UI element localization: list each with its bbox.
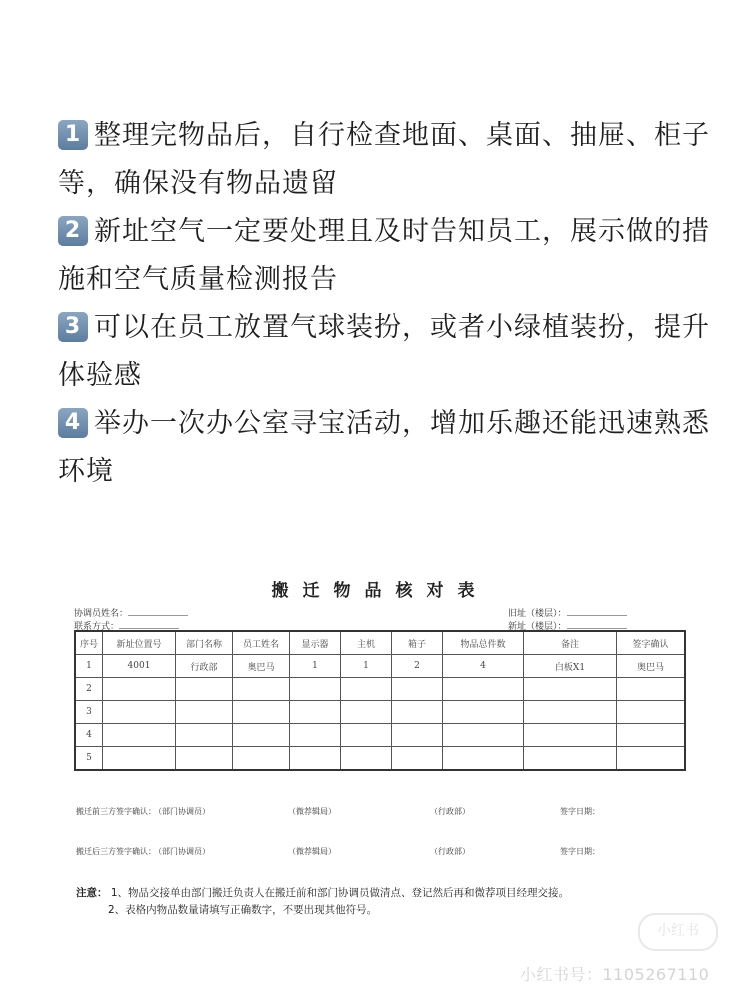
table-cell	[290, 678, 341, 701]
note-line: 注意： 1、物品交接单由部门搬迁负责人在搬迁前和部门协调员做清点、登记然后再和微荐项目经理交接。	[76, 887, 570, 899]
signature-party: （微荐辑局）	[288, 807, 336, 816]
column-header: 序号	[75, 631, 103, 655]
table-cell: 1	[75, 655, 103, 678]
table-cell	[443, 678, 524, 701]
signature-date: 签字日期：	[560, 807, 600, 816]
signature-party: （部门协调员）	[154, 807, 210, 816]
table-cell	[443, 724, 524, 747]
table-cell	[341, 724, 392, 747]
old-address-field: 旧址（楼层）：	[508, 606, 627, 619]
table-cell: 5	[75, 747, 103, 771]
tip-item	[58, 304, 718, 400]
table-cell	[233, 747, 290, 771]
table-cell	[341, 678, 392, 701]
signature-label: 搬迁后三方签字确认：	[76, 847, 156, 856]
table-row	[75, 655, 685, 678]
column-header: 显示器	[290, 631, 341, 655]
table-cell	[524, 678, 617, 701]
form-title: 搬迁物品核对表	[271, 581, 489, 601]
table-cell: 白板Ⅹ1	[524, 655, 617, 678]
table-cell	[617, 724, 686, 747]
new-address-field: 新址（楼层）：	[508, 619, 627, 632]
tip-text: 可以在员工放置气球装扮，或者小绿植装扮，提升体验感	[58, 312, 710, 391]
tip-item	[58, 112, 718, 208]
table-cell: 4	[443, 655, 524, 678]
table-cell	[524, 701, 617, 724]
keycap-number-icon: 2	[58, 216, 88, 246]
goods-table	[74, 630, 686, 771]
tips-list	[58, 112, 718, 496]
table-cell	[341, 701, 392, 724]
contact-field: 联系方式：	[74, 619, 179, 632]
table-row	[75, 678, 685, 701]
table-cell	[233, 678, 290, 701]
tip-text: 举办一次办公室寻宝活动，增加乐趣还能迅速熟悉环境	[58, 408, 710, 487]
table-cell: 4	[75, 724, 103, 747]
note-line: 2、表格内物品数量请填写正确数字，不要出现其他符号。	[108, 904, 378, 916]
table-cell	[290, 724, 341, 747]
keycap-number-icon: 3	[58, 312, 88, 342]
table-cell	[524, 747, 617, 771]
column-header: 签字确认	[617, 631, 686, 655]
table-cell	[290, 701, 341, 724]
table-cell	[103, 701, 176, 724]
table-cell	[524, 724, 617, 747]
signature-party: （行政部）	[430, 807, 470, 816]
table-cell	[341, 747, 392, 771]
column-header: 部门名称	[176, 631, 233, 655]
table-cell	[443, 747, 524, 771]
table-cell	[392, 724, 443, 747]
note-label: 注意：	[76, 887, 108, 899]
column-header: 员工姓名	[233, 631, 290, 655]
coordinator-field: 协调员姓名：	[74, 606, 188, 619]
table-cell	[392, 701, 443, 724]
table-cell	[617, 747, 686, 771]
signature-party: （微荐辑局）	[288, 847, 336, 856]
table-cell	[617, 701, 686, 724]
table-cell	[176, 678, 233, 701]
table-cell: 行政部	[176, 655, 233, 678]
tip-item	[58, 400, 718, 496]
table-cell: 奥巴马	[233, 655, 290, 678]
table-cell	[443, 701, 524, 724]
signature-party: （行政部）	[430, 847, 470, 856]
table-cell: 2	[392, 655, 443, 678]
column-header: 物品总件数	[443, 631, 524, 655]
keycap-number-icon: 4	[58, 408, 88, 438]
table-cell: 3	[75, 701, 103, 724]
tip-text: 新址空气一定要处理且及时告知员工，展示做的措施和空气质量检测报告	[58, 216, 710, 295]
table-cell	[103, 747, 176, 771]
signature-label: 搬迁前三方签字确认：	[76, 807, 156, 816]
table-cell: 2	[75, 678, 103, 701]
table-cell: 1	[290, 655, 341, 678]
tip-item	[58, 208, 718, 304]
form-notes	[76, 885, 569, 919]
table-cell	[176, 747, 233, 771]
table-header-row	[75, 631, 685, 655]
table-row	[75, 701, 685, 724]
column-header: 新址位置号	[103, 631, 176, 655]
signature-party: （部门协调员）	[154, 847, 210, 856]
table-cell	[176, 724, 233, 747]
relocation-checklist-form	[62, 568, 698, 858]
watermark-text: 小红书号：1105267110	[520, 965, 710, 984]
table-cell	[617, 678, 686, 701]
keycap-number-icon: 1	[58, 120, 88, 150]
table-row	[75, 747, 685, 771]
table-cell	[290, 747, 341, 771]
table-cell	[103, 678, 176, 701]
watermark-logo: 小红书	[638, 913, 718, 951]
table-cell	[233, 701, 290, 724]
table-cell: 4001	[103, 655, 176, 678]
column-header: 主机	[341, 631, 392, 655]
table-cell	[176, 701, 233, 724]
table-cell: 奥巴马	[617, 655, 686, 678]
column-header: 箱子	[392, 631, 443, 655]
column-header: 备注	[524, 631, 617, 655]
table-cell: 1	[341, 655, 392, 678]
table-cell	[392, 678, 443, 701]
table-cell	[103, 724, 176, 747]
signature-date: 签字日期：	[560, 847, 600, 856]
table-row	[75, 724, 685, 747]
table-cell	[233, 724, 290, 747]
tip-text: 整理完物品后，自行检查地面、桌面、抽屉、柜子等，确保没有物品遗留	[58, 120, 710, 199]
table-cell	[392, 747, 443, 771]
